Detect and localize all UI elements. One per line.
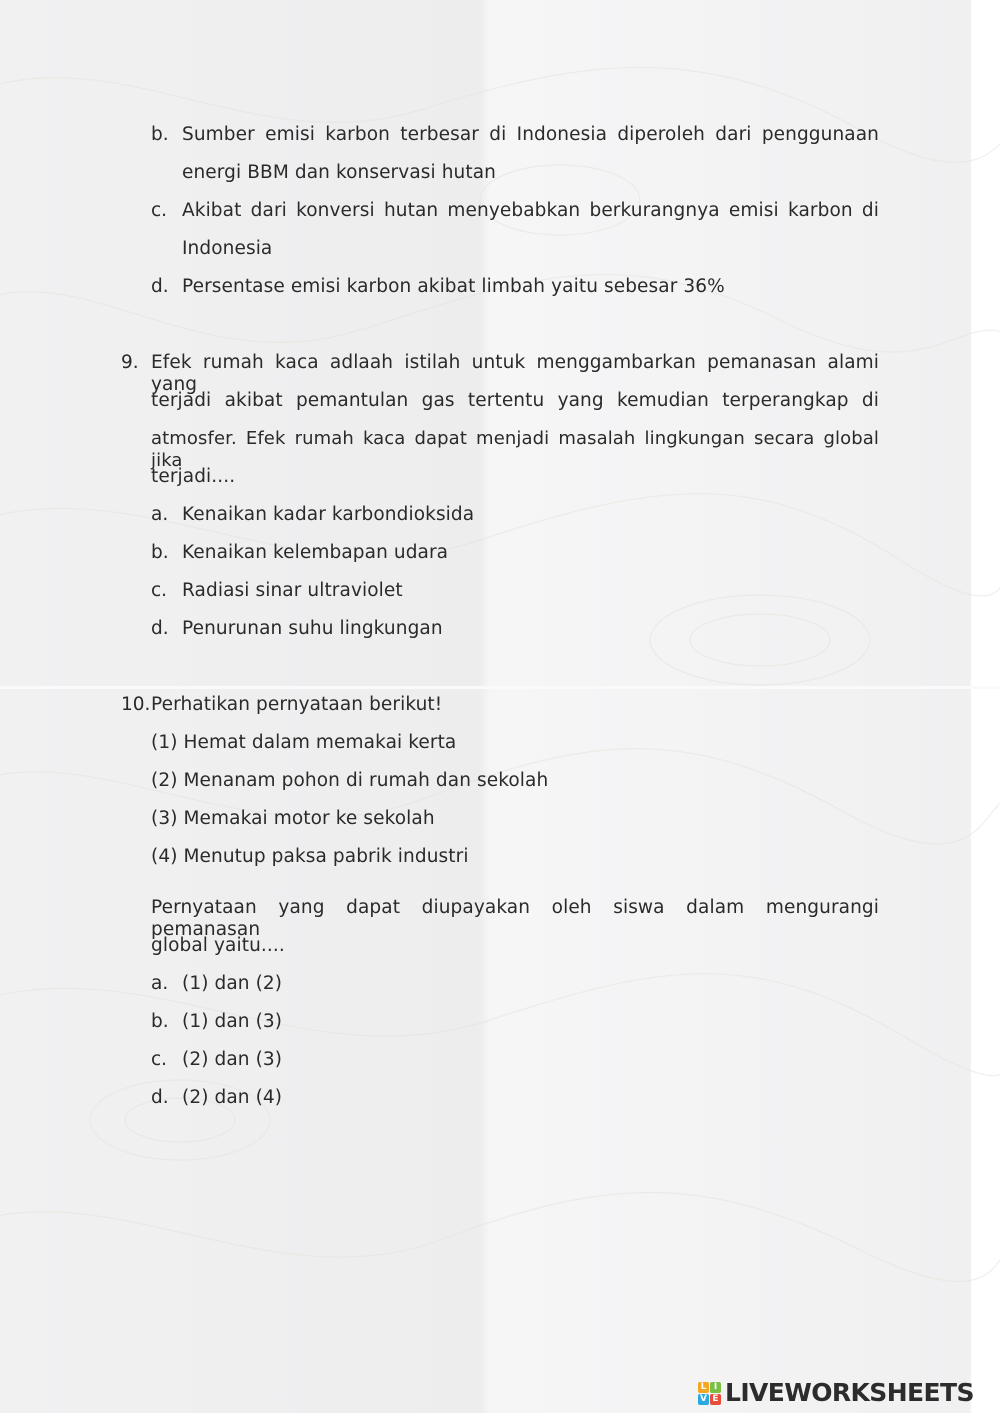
- question-text: terjadi....: [151, 466, 236, 487]
- option-text: (2) dan (3): [182, 1049, 283, 1070]
- question-text: atmosfer. Efek rumah kaca dapat menjadi masalah lingkungan secara global jika: [151, 428, 879, 471]
- option-text: Penurunan suhu lingkungan: [182, 618, 443, 639]
- option-text: Sumber emisi karbon terbesar di Indonesia diperoleh dari penggunaan: [182, 124, 879, 145]
- question-text: Pernyataan yang dapat diupayakan oleh siswa dalam mengurangi pemanasan: [151, 897, 879, 940]
- option-text: (1) dan (2): [182, 973, 283, 994]
- question-text: Efek rumah kaca adlaah istilah untuk menggambarkan pemanasan alami yang: [151, 352, 879, 395]
- option-text: (2) dan (4): [182, 1087, 283, 1108]
- option-marker: d.: [151, 618, 169, 639]
- option-marker: b.: [151, 1011, 169, 1032]
- option-marker: a.: [151, 504, 169, 525]
- logo-text: LIVEWORKSHEETS: [725, 1378, 974, 1407]
- statement-item: (4) Menutup paksa pabrik industri: [151, 846, 469, 867]
- option-text: Kenaikan kadar karbondioksida: [182, 504, 475, 525]
- logo-mark-letter: E: [710, 1394, 721, 1405]
- statement-item: (3) Memakai motor ke sekolah: [151, 808, 435, 829]
- option-text: Indonesia: [182, 238, 273, 259]
- option-marker: c.: [151, 200, 168, 221]
- statement-item: (2) Menanam pohon di rumah dan sekolah: [151, 770, 549, 791]
- option-text: Kenaikan kelembapan udara: [182, 542, 449, 563]
- option-marker: b.: [151, 542, 169, 563]
- question-intro: Perhatikan pernyataan berikut!: [151, 694, 443, 715]
- question-text: global yaitu....: [151, 935, 285, 956]
- logo-mark-letter: I: [710, 1382, 721, 1393]
- logo-mark-letter: V: [698, 1394, 709, 1405]
- option-text: (1) dan (3): [182, 1011, 283, 1032]
- option-text: energi BBM dan konservasi hutan: [182, 162, 496, 183]
- logo-mark-icon: [698, 1382, 721, 1405]
- statement-item: (1) Hemat dalam memakai kerta: [151, 732, 457, 753]
- option-text: Persentase emisi karbon akibat limbah yaitu sebesar 36%: [182, 276, 725, 297]
- option-marker: a.: [151, 973, 169, 994]
- question-text: terjadi akibat pemantulan gas tertentu yang kemudian terperangkap di: [151, 390, 879, 411]
- option-marker: d.: [151, 276, 169, 297]
- option-marker: c.: [151, 580, 168, 601]
- option-marker: d.: [151, 1087, 169, 1108]
- question-number: 10.: [121, 694, 151, 715]
- option-marker: b.: [151, 124, 169, 145]
- option-text: Radiasi sinar ultraviolet: [182, 580, 403, 601]
- option-text: Akibat dari konversi hutan menyebabkan berkurangnya emisi karbon di: [182, 200, 879, 221]
- logo-mark-letter: L: [698, 1382, 709, 1393]
- liveworksheets-logo: [698, 1380, 974, 1406]
- question-number: 9.: [121, 352, 139, 373]
- option-marker: c.: [151, 1049, 168, 1070]
